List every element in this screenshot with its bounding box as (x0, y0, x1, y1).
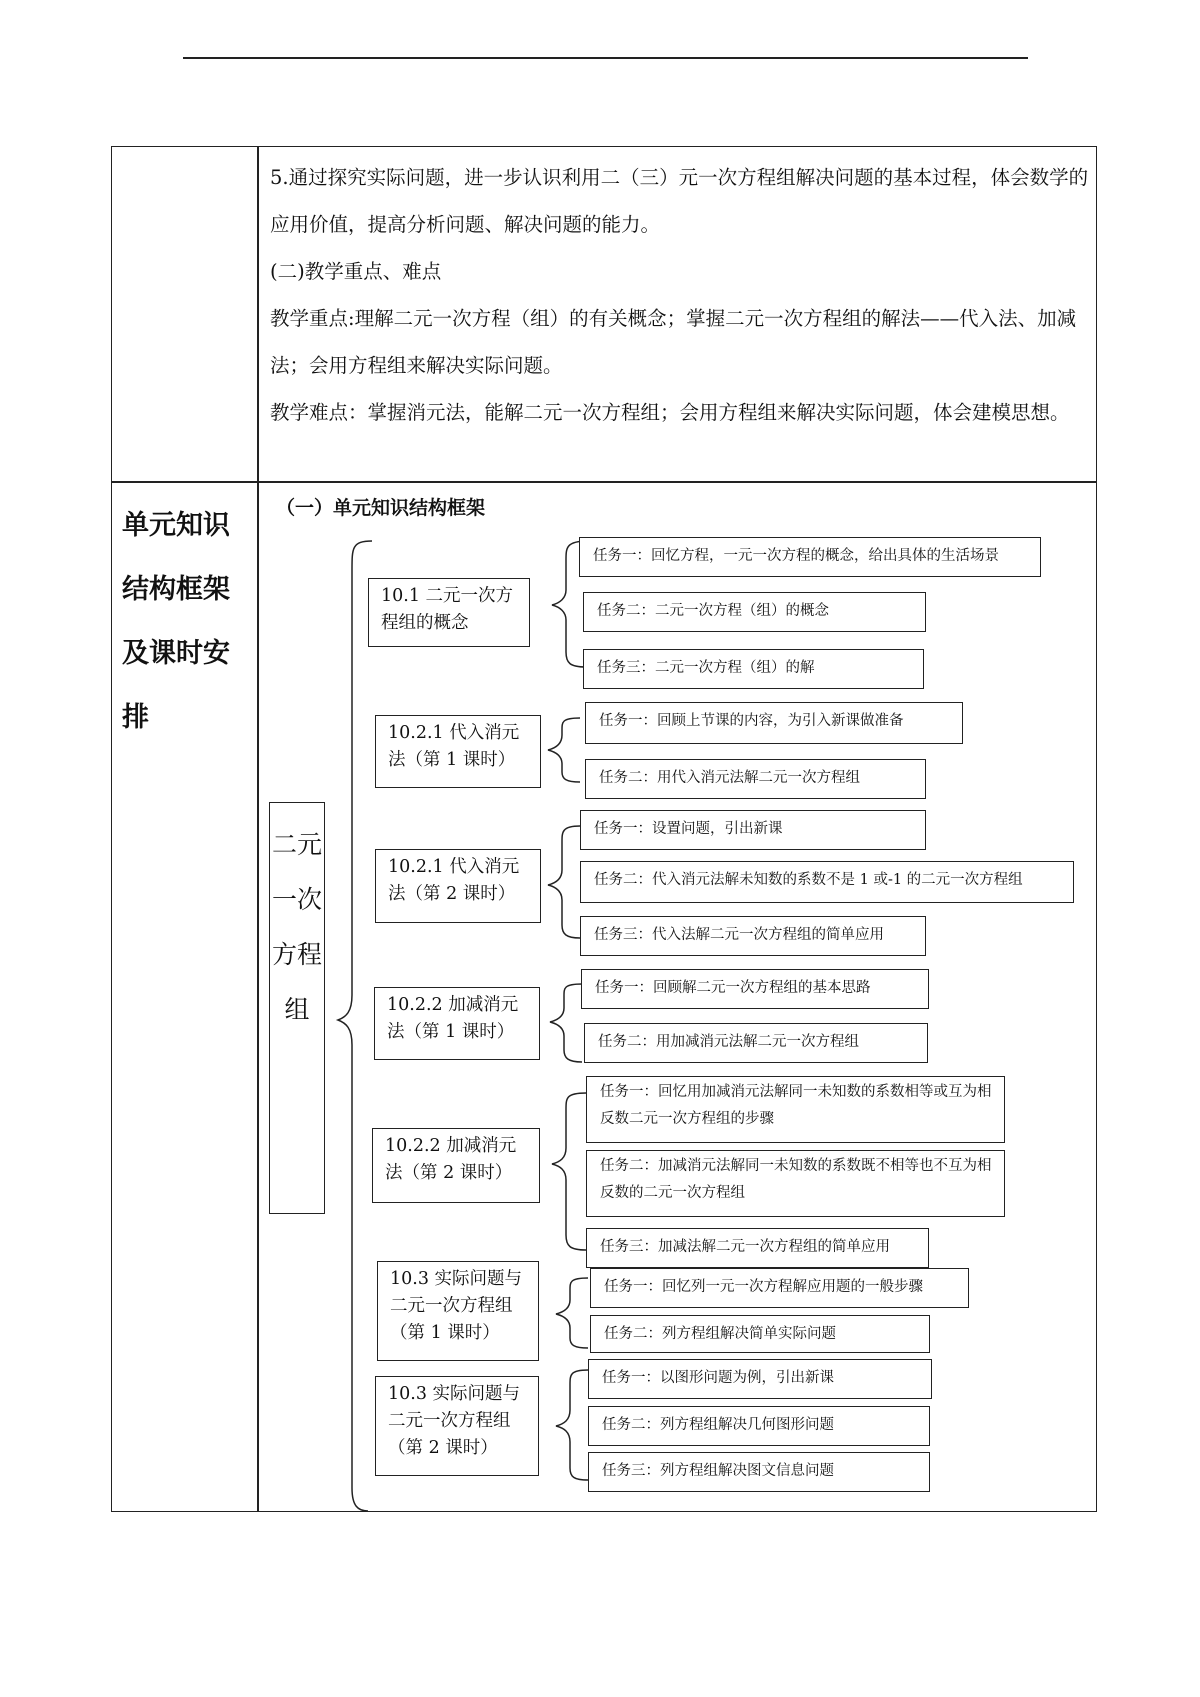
lesson-node-1 (368, 578, 530, 647)
objective-5: 5.通过探究实际问题，进一步认识利用二（三）元一次方程组解决问题的基本过程，体会数学的应用价值，提高分析问题、解决问题的能力。 (270, 166, 1089, 236)
lesson-7-task-3: 任务三：列方程组解决图文信息问题 (588, 1452, 930, 1492)
lesson-node-2 (375, 715, 541, 788)
key-points-heading: (二)教学重点、难点 (270, 260, 442, 283)
lesson-5-task-1: 任务一：回忆用加减消元法解同一未知数的系数相等或互为相反数二元一次方程组的步骤 (586, 1076, 1005, 1143)
lesson-node-3 (375, 849, 541, 923)
lesson-4-task-1: 任务一：回顾解二元一次方程组的基本思路 (581, 969, 929, 1009)
lesson-6-task-1: 任务一：回忆列一元一次方程解应用题的一般步骤 (590, 1268, 969, 1308)
lesson-3-task-1: 任务一：设置问题，引出新课 (580, 810, 926, 850)
lesson-6-task-2: 任务二：列方程组解决简单实际问题 (590, 1315, 930, 1353)
lesson-2-brace (548, 718, 580, 782)
lesson-7-task-2: 任务二：列方程组解决几何图形问题 (588, 1406, 930, 1446)
lesson-5-task-2: 任务二：加减消元法解同一未知数的系数既不相等也不互为相反数的二元一次方程组 (586, 1150, 1005, 1217)
lesson-node-4 (374, 987, 540, 1060)
lesson-node-7 (375, 1376, 539, 1476)
lesson-4-title: 10.2.2 加减消元法（第 1 课时） (387, 995, 519, 1042)
lesson-4-task-2: 任务二：用加减消元法解二元一次方程组 (584, 1023, 928, 1063)
lesson-3-task-3: 任务三：代入法解二元一次方程组的简单应用 (580, 916, 926, 956)
lesson-5-title: 10.2.2 加减消元法（第 2 课时） (385, 1136, 517, 1183)
section-title: （一）单元知识结构框架 (276, 497, 486, 519)
lesson-7-title: 10.3 实际问题与二元一次方程组（第 2 课时） (388, 1384, 521, 1458)
lesson-node-6 (377, 1261, 539, 1361)
lesson-6-brace (556, 1278, 588, 1348)
lesson-3-title: 10.2.1 代入消元法（第 2 课时） (388, 857, 520, 904)
lesson-6-title: 10.3 实际问题与二元一次方程组（第 1 课时） (390, 1269, 523, 1343)
teaching-difficulty: 教学难点：掌握消元法，能解二元一次方程组；会用方程组来解决实际问题，体会建模思想。 (270, 401, 1070, 424)
lesson-node-5 (372, 1128, 540, 1203)
lesson-2-task-2: 任务二：用代入消元法解二元一次方程组 (585, 759, 926, 799)
lesson-5-task-3: 任务三：加减法解二元一次方程组的简单应用 (586, 1228, 929, 1268)
lesson-1-title: 10.1 二元一次方程组的概念 (381, 586, 514, 633)
root-node (269, 802, 325, 1214)
lesson-4-brace (550, 984, 582, 1062)
row-heading: 单元知识结构框架及课时安排 (122, 510, 230, 733)
lesson-7-task-1: 任务一：以图形问题为例，引出新课 (588, 1359, 932, 1399)
lesson-7-brace (556, 1370, 588, 1480)
lesson-2-title: 10.2.1 代入消元法（第 1 课时） (388, 723, 520, 770)
lesson-3-brace (548, 826, 580, 938)
lesson-1-task-3: 任务三：二元一次方程（组）的解 (583, 649, 924, 689)
lesson-1-task-1: 任务一：回忆方程，一元一次方程的概念，给出具体的生活场景 (579, 537, 1041, 577)
teaching-key-point: 教学重点:理解二元一次方程（组）的有关概念；掌握二元一次方程组的解法——代入法、加减法；会用方程组来解决实际问题。 (270, 307, 1077, 377)
root-node-label: 二元一次方程组 (271, 830, 322, 1024)
main-brace (338, 541, 372, 1511)
lesson-3-task-2: 任务二：代入消元法解未知数的系数不是 1 或-1 的二元一次方程组 (580, 861, 1074, 903)
lesson-1-task-2: 任务二：二元一次方程（组）的概念 (583, 592, 926, 632)
lesson-5-brace (552, 1093, 586, 1250)
lesson-2-task-1: 任务一：回顾上节课的内容，为引入新课做准备 (585, 702, 963, 744)
